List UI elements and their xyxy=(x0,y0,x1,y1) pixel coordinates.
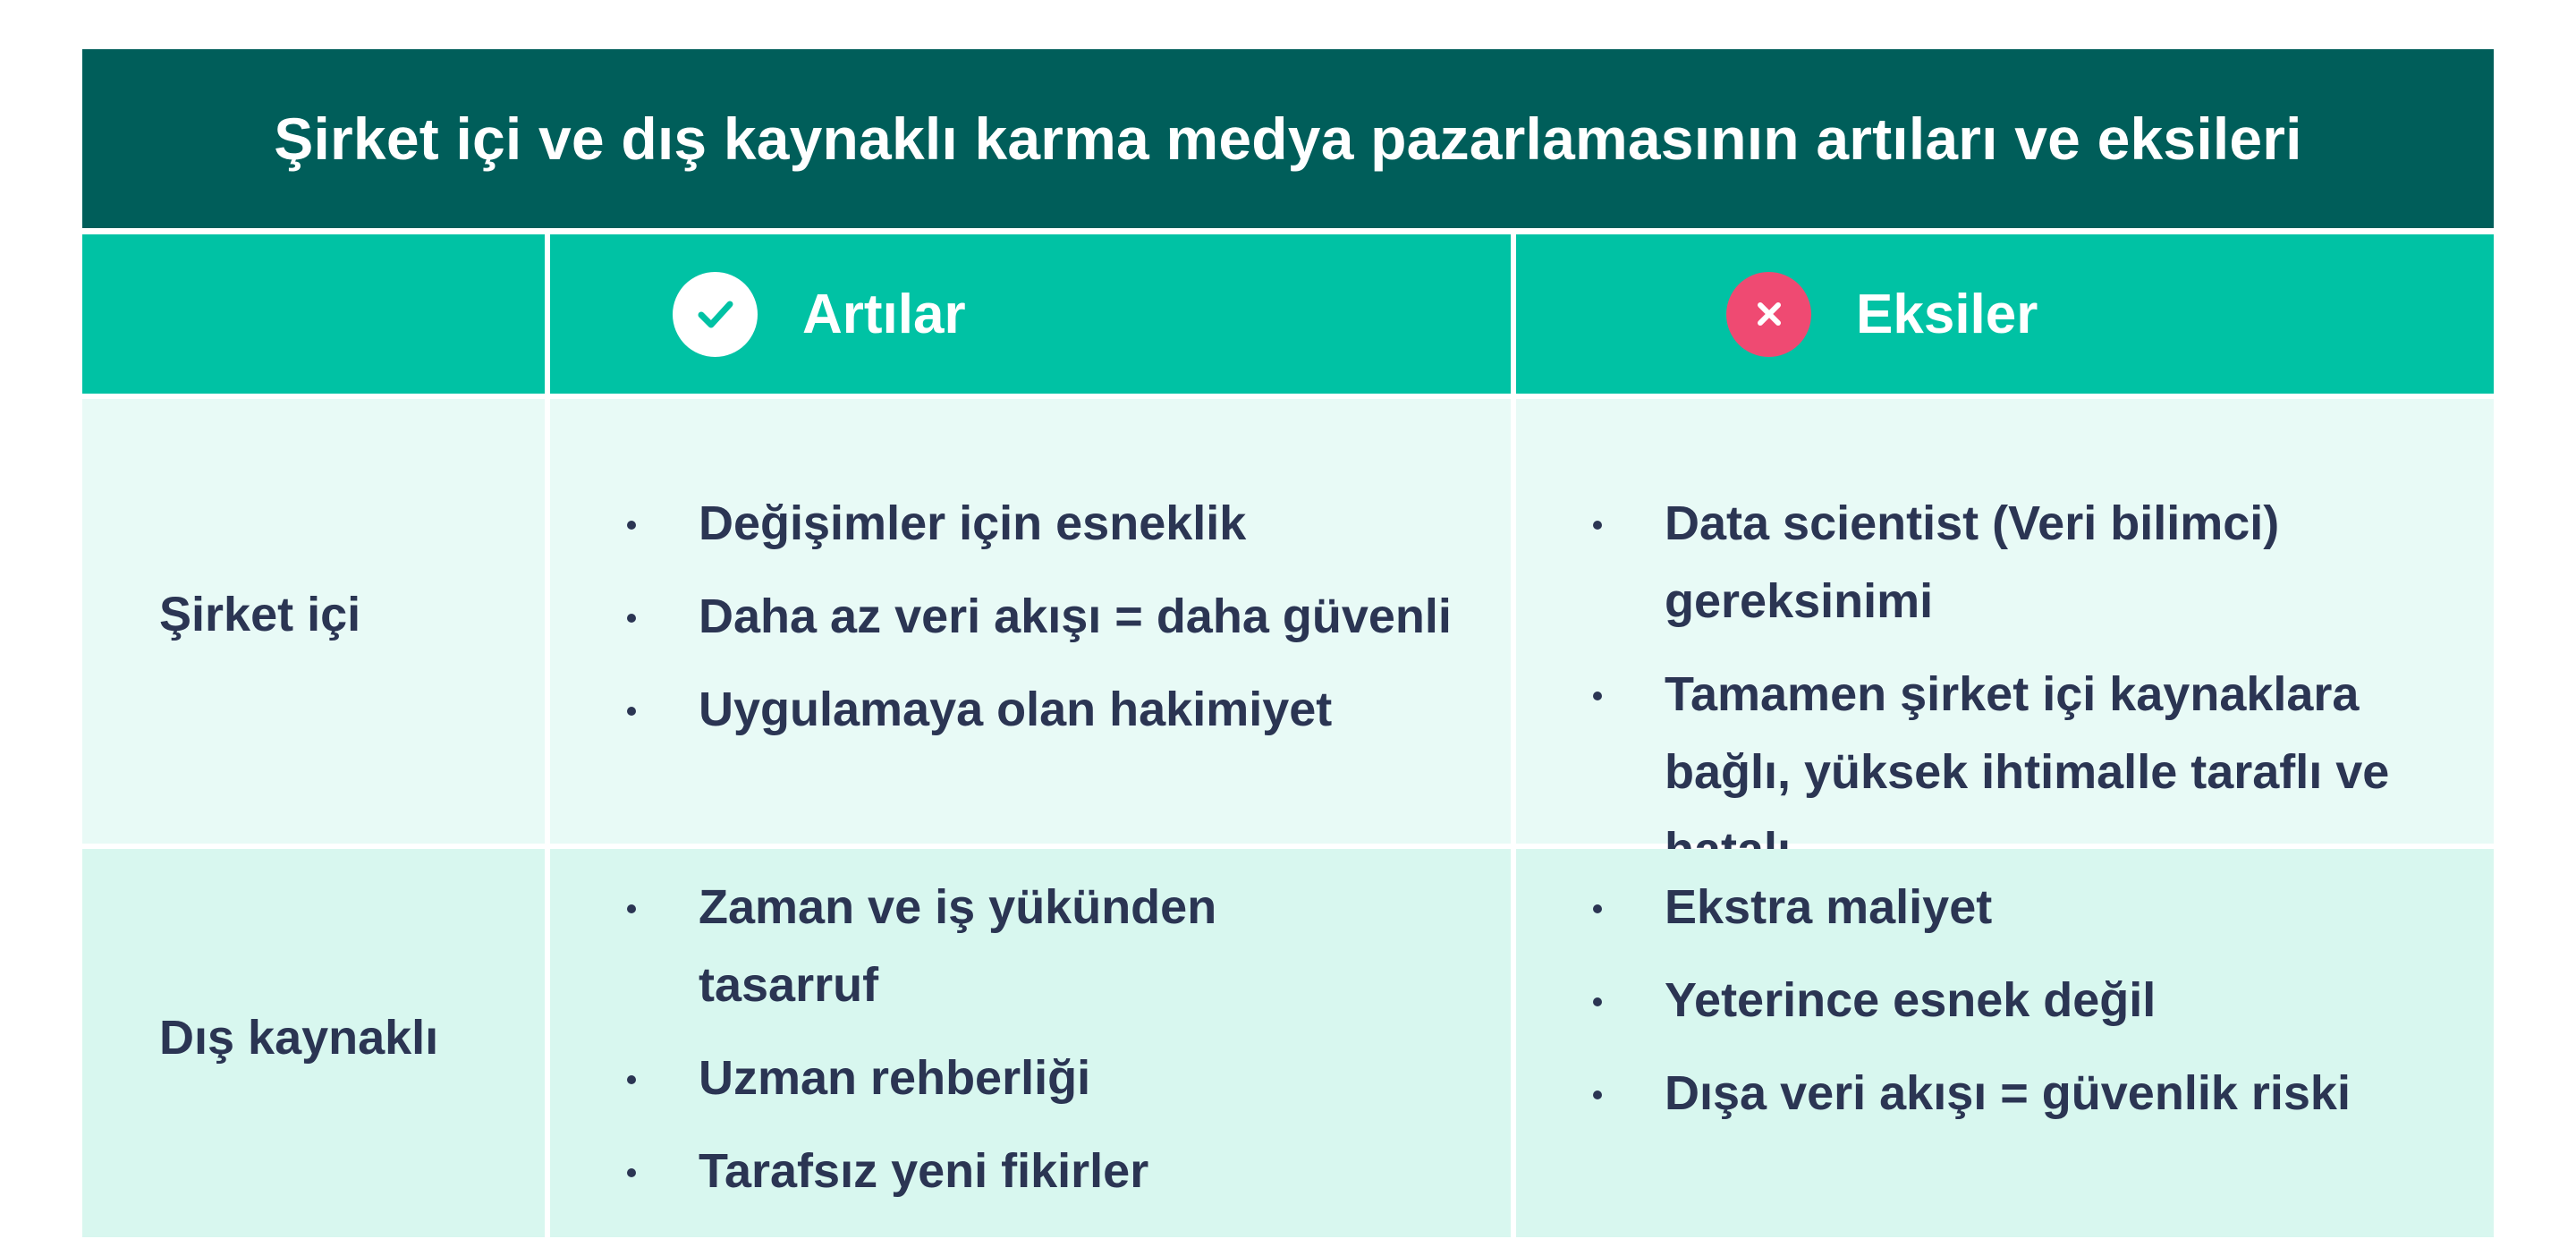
list-item: Uygulamaya olan hakimiyet xyxy=(627,671,1486,749)
bullet-icon xyxy=(1593,904,1602,913)
cons-cell xyxy=(1516,399,2494,844)
row-label: Dış kaynaklı xyxy=(159,1011,439,1065)
pros-cell xyxy=(550,849,1511,1237)
bullet-icon xyxy=(1593,521,1602,530)
cons-header-label: Eksiler xyxy=(1856,283,2038,345)
bullet-icon xyxy=(627,1168,636,1177)
list-item: Değişimler için esneklik xyxy=(627,485,1486,563)
header-cons xyxy=(1726,234,2038,394)
list-item: Dışa veri akışı = güvenlik riski xyxy=(1593,1055,2487,1133)
header-empty-cell xyxy=(82,234,545,394)
bullet-icon xyxy=(627,521,636,530)
row-label: Şirket içi xyxy=(159,588,361,641)
list-item: Ekstra maliyet xyxy=(1593,869,2487,946)
header-pros xyxy=(673,234,966,394)
list-item: Daha az veri akışı = daha güvenli xyxy=(627,578,1486,656)
pros-list xyxy=(627,485,1486,764)
pros-header-label: Artılar xyxy=(802,283,966,345)
pros-cell xyxy=(550,399,1511,844)
pros-list xyxy=(627,869,1253,1226)
bullet-icon xyxy=(627,1075,636,1084)
list-item: Data scientist (Veri bilimci) gereksinimi xyxy=(1593,485,2487,641)
bullet-icon xyxy=(1593,997,1602,1006)
list-item: Uzman rehberliği xyxy=(627,1040,1253,1117)
row-label-cell xyxy=(82,849,545,1237)
bullet-icon xyxy=(1593,1090,1602,1099)
x-icon xyxy=(1726,272,1811,357)
table-title: Şirket içi ve dış kaynaklı karma medya pazarlamasının artıları ve eksileri xyxy=(274,106,2302,172)
title-bar xyxy=(82,49,2494,228)
check-icon xyxy=(673,272,758,357)
cons-list xyxy=(1593,485,2487,904)
bullet-icon xyxy=(1593,692,1602,700)
list-item: Tamamen şirket içi kaynaklara bağlı, yüksek ihtimalle taraflı ve xyxy=(1593,656,2487,889)
list-item: Yeterince esnek değil xyxy=(1593,962,2487,1040)
bullet-icon xyxy=(627,904,636,913)
list-item: Zaman ve iş yükünden tasarruf xyxy=(627,869,1253,1024)
bullet-icon xyxy=(627,614,636,623)
cons-list xyxy=(1593,869,2487,1148)
header-pros-cell xyxy=(550,234,1511,394)
list-item: Tarafsız yeni fikirler xyxy=(627,1133,1253,1210)
cons-cell xyxy=(1516,849,2494,1237)
bullet-icon xyxy=(627,707,636,716)
header-cons-cell xyxy=(1516,234,2494,394)
row-label-cell xyxy=(82,399,545,844)
